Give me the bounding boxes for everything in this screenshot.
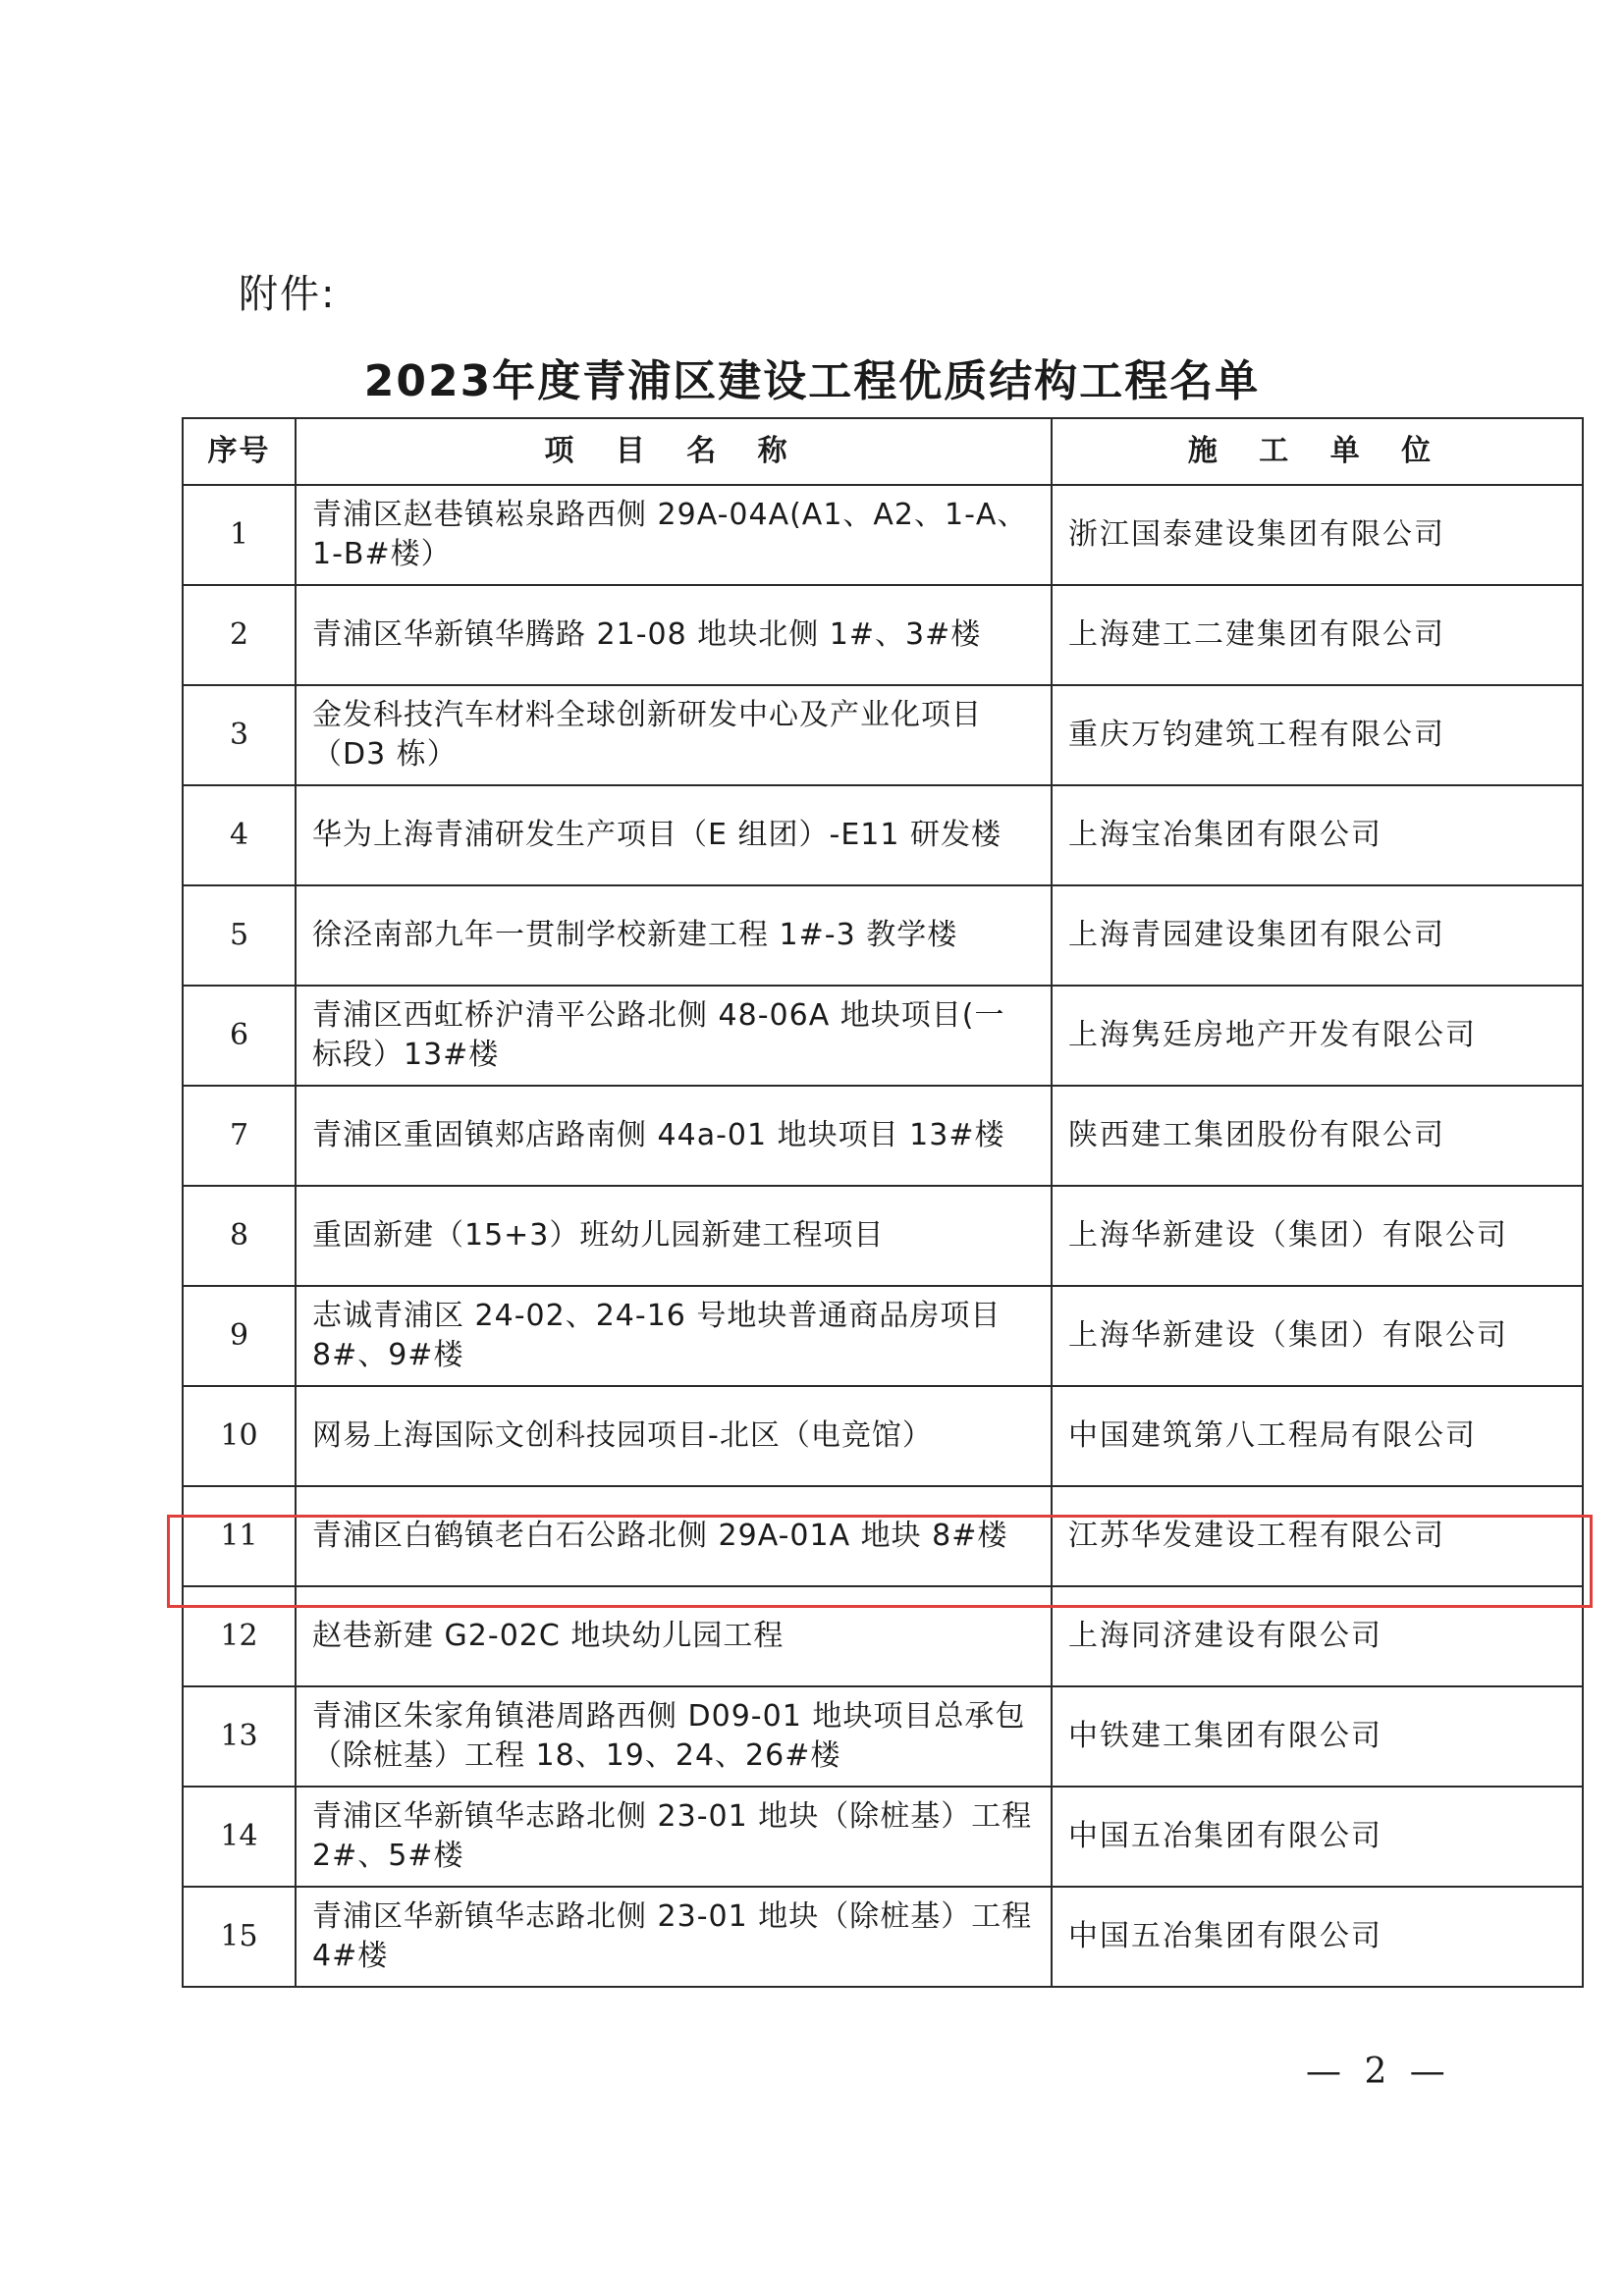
table-row [183, 685, 1583, 785]
row-number: 1 [183, 485, 296, 585]
row-number: 12 [183, 1586, 296, 1686]
project-name: 青浦区西虹桥沪清平公路北侧 48-06A 地块项目(一标段）13#楼 [296, 986, 1052, 1086]
project-name: 志诚青浦区 24-02、24-16 号地块普通商品房项目 8#、9#楼 [296, 1286, 1052, 1386]
row-number: 8 [183, 1186, 296, 1286]
table-row [183, 485, 1583, 585]
project-name: 徐泾南部九年一贯制学校新建工程 1#-3 教学楼 [296, 885, 1052, 986]
row-number: 2 [183, 585, 296, 685]
table-row [183, 1787, 1583, 1887]
project-name: 重固新建（15+3）班幼儿园新建工程项目 [296, 1186, 1052, 1286]
project-name: 青浦区白鹤镇老白石公路北侧 29A-01A 地块 8#楼 [296, 1486, 1052, 1586]
table-row [183, 885, 1583, 986]
project-list-table [182, 417, 1584, 1988]
row-number: 11 [183, 1486, 296, 1586]
project-name: 青浦区华新镇华志路北侧 23-01 地块（除桩基）工程 2#、5#楼 [296, 1787, 1052, 1887]
table-row [183, 785, 1583, 885]
project-name: 华为上海青浦研发生产项目（E 组团）-E11 研发楼 [296, 785, 1052, 885]
construction-unit: 上海华新建设（集团）有限公司 [1052, 1186, 1583, 1286]
document-title: 2023年度青浦区建设工程优质结构工程名单 [363, 356, 1261, 406]
project-name: 赵巷新建 G2-02C 地块幼儿园工程 [296, 1586, 1052, 1686]
construction-unit: 浙江国泰建设集团有限公司 [1052, 485, 1583, 585]
row-number: 10 [183, 1386, 296, 1486]
construction-unit: 上海宝冶集团有限公司 [1052, 785, 1583, 885]
construction-unit: 江苏华发建设工程有限公司 [1052, 1486, 1583, 1586]
row-number: 15 [183, 1887, 296, 1987]
table-row [183, 1286, 1583, 1386]
construction-unit: 上海隽廷房地产开发有限公司 [1052, 986, 1583, 1086]
page-number: — 2 — [1306, 2052, 1451, 2092]
construction-unit: 上海同济建设有限公司 [1052, 1586, 1583, 1686]
table-row [183, 585, 1583, 685]
table-header-row [183, 418, 1583, 485]
row-number: 9 [183, 1286, 296, 1386]
attachment-label: 附件: [239, 272, 337, 317]
header-construction-unit: 施 工 单 位 [1052, 418, 1583, 485]
construction-unit: 上海青园建设集团有限公司 [1052, 885, 1583, 986]
construction-unit: 中铁建工集团有限公司 [1052, 1686, 1583, 1787]
header-project-name: 项 目 名 称 [296, 418, 1052, 485]
project-name: 网易上海国际文创科技园项目-北区（电竞馆） [296, 1386, 1052, 1486]
row-number: 13 [183, 1686, 296, 1787]
table-row [183, 1586, 1583, 1686]
table-row-highlighted [183, 1486, 1583, 1586]
construction-unit: 上海华新建设（集团）有限公司 [1052, 1286, 1583, 1386]
table-row [183, 1086, 1583, 1186]
construction-unit: 陕西建工集团股份有限公司 [1052, 1086, 1583, 1186]
construction-unit: 中国五冶集团有限公司 [1052, 1787, 1583, 1887]
table-row [183, 1386, 1583, 1486]
table-row [183, 1887, 1583, 1987]
project-name: 青浦区华新镇华志路北侧 23-01 地块（除桩基）工程 4#楼 [296, 1887, 1052, 1987]
construction-unit: 上海建工二建集团有限公司 [1052, 585, 1583, 685]
project-name: 青浦区华新镇华腾路 21-08 地块北侧 1#、3#楼 [296, 585, 1052, 685]
row-number: 4 [183, 785, 296, 885]
construction-unit: 重庆万钧建筑工程有限公司 [1052, 685, 1583, 785]
table-row [183, 1186, 1583, 1286]
project-name: 青浦区朱家角镇港周路西侧 D09-01 地块项目总承包（除桩基）工程 18、19、24、26#楼 [296, 1686, 1052, 1787]
project-name: 金发科技汽车材料全球创新研发中心及产业化项目（D3 栋） [296, 685, 1052, 785]
construction-unit: 中国五冶集团有限公司 [1052, 1887, 1583, 1987]
project-name: 青浦区赵巷镇崧泉路西侧 29A-04A(A1、A2、1-A、1-B#楼） [296, 485, 1052, 585]
header-serial-number: 序号 [183, 418, 296, 485]
construction-unit: 中国建筑第八工程局有限公司 [1052, 1386, 1583, 1486]
project-name: 青浦区重固镇郏店路南侧 44a-01 地块项目 13#楼 [296, 1086, 1052, 1186]
row-number: 6 [183, 986, 296, 1086]
row-number: 3 [183, 685, 296, 785]
row-number: 5 [183, 885, 296, 986]
table-row [183, 986, 1583, 1086]
row-number: 14 [183, 1787, 296, 1887]
row-number: 7 [183, 1086, 296, 1186]
table-row [183, 1686, 1583, 1787]
